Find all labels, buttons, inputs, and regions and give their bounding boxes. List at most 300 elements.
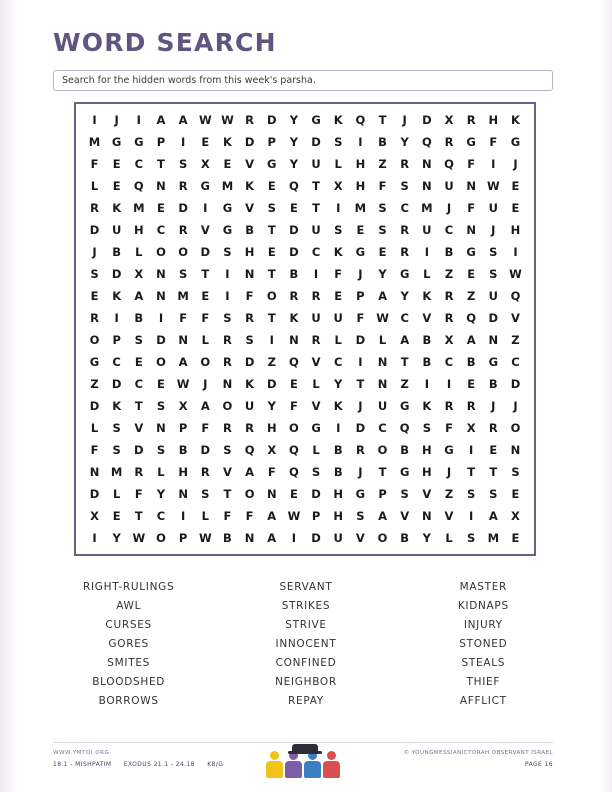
grid-cell[interactable]: E (201, 289, 210, 303)
grid-cell[interactable]: B (245, 223, 254, 237)
grid-cell[interactable]: D (422, 113, 432, 127)
grid-cell[interactable]: D (156, 333, 166, 347)
grid-cell[interactable]: U (333, 311, 343, 325)
grid-cell[interactable]: A (378, 509, 387, 523)
grid-cell[interactable]: S (511, 465, 520, 479)
grid-cell[interactable]: X (267, 443, 277, 457)
grid-cell[interactable]: Y (400, 135, 409, 149)
grid-cell[interactable]: D (289, 245, 299, 259)
grid-cell[interactable]: S (156, 443, 166, 457)
grid-cell[interactable]: L (334, 333, 342, 347)
grid-cell[interactable]: U (244, 399, 255, 413)
grid-cell[interactable]: K (511, 113, 520, 127)
grid-cell[interactable]: F (245, 289, 254, 303)
grid-cell[interactable]: C (311, 245, 321, 259)
grid-cell[interactable]: N (178, 333, 188, 347)
grid-cell[interactable]: N (466, 223, 476, 237)
grid-cell[interactable]: T (467, 465, 476, 479)
grid-cell[interactable]: B (422, 333, 432, 347)
grid-cell[interactable]: X (466, 421, 476, 435)
grid-cell[interactable]: O (156, 245, 166, 259)
grid-cell[interactable]: H (244, 245, 255, 259)
grid-cell[interactable]: E (467, 377, 476, 391)
word-list-item[interactable]: MASTER (459, 581, 508, 593)
grid-cell[interactable]: K (112, 201, 122, 215)
grid-cell[interactable]: B (289, 267, 299, 281)
grid-cell[interactable]: O (377, 443, 388, 457)
grid-cell[interactable]: E (489, 443, 498, 457)
grid-cell[interactable]: H (422, 443, 432, 457)
grid-cell[interactable]: Z (444, 487, 454, 501)
grid-cell[interactable]: C (156, 223, 166, 237)
grid-cell[interactable]: K (333, 399, 343, 413)
grid-cell[interactable]: I (491, 157, 496, 171)
grid-cell[interactable]: D (111, 377, 122, 391)
grid-cell[interactable]: L (135, 245, 143, 259)
grid-cell[interactable]: S (489, 267, 498, 281)
grid-cell[interactable]: O (266, 289, 277, 303)
grid-cell[interactable]: E (289, 487, 298, 501)
grid-cell[interactable]: L (445, 531, 453, 545)
grid-cell[interactable]: R (289, 289, 299, 303)
grid-cell[interactable]: B (466, 355, 476, 369)
grid-cell[interactable]: D (89, 487, 100, 501)
grid-cell[interactable]: N (244, 267, 255, 281)
grid-cell[interactable]: O (200, 355, 211, 369)
grid-cell[interactable]: T (267, 311, 276, 325)
grid-cell[interactable]: V (134, 421, 144, 435)
grid-cell[interactable]: F (489, 135, 498, 149)
grid-cell[interactable]: P (378, 487, 387, 501)
grid-cell[interactable]: R (444, 311, 454, 325)
grid-cell[interactable]: Y (267, 399, 276, 413)
grid-cell[interactable]: G (89, 355, 100, 369)
grid-cell[interactable]: Y (289, 157, 299, 171)
grid-cell[interactable]: F (134, 487, 143, 501)
grid-cell[interactable]: Q (466, 311, 477, 325)
grid-cell[interactable]: D (244, 135, 255, 149)
grid-cell[interactable]: S (178, 157, 188, 171)
grid-cell[interactable]: F (334, 267, 343, 281)
grid-cell[interactable]: W (198, 531, 212, 545)
grid-cell[interactable]: E (157, 377, 165, 391)
grid-cell[interactable]: C (511, 355, 520, 369)
grid-cell[interactable]: Z (444, 267, 454, 281)
grid-cell[interactable]: S (223, 245, 232, 259)
grid-cell[interactable]: H (422, 465, 432, 479)
grid-cell[interactable]: X (333, 179, 343, 193)
grid-cell[interactable]: E (157, 201, 165, 215)
grid-cell[interactable]: S (90, 267, 99, 281)
grid-cell[interactable]: G (488, 355, 499, 369)
grid-cell[interactable]: O (289, 421, 299, 435)
grid-cell[interactable]: A (267, 509, 277, 523)
grid-cell[interactable]: L (112, 487, 121, 501)
grid-cell[interactable]: J (203, 377, 208, 391)
grid-cell[interactable]: M (487, 531, 500, 545)
word-list-item[interactable]: CURSES (105, 619, 152, 631)
grid-cell[interactable]: X (444, 113, 454, 127)
grid-cell[interactable]: G (399, 399, 410, 413)
grid-cell[interactable]: E (511, 531, 520, 545)
grid-cell[interactable]: N (466, 179, 476, 193)
word-list-item[interactable]: SMITES (107, 657, 151, 669)
grid-cell[interactable]: T (134, 399, 143, 413)
grid-cell[interactable]: B (378, 135, 387, 149)
grid-cell[interactable]: R (245, 311, 255, 325)
grid-cell[interactable]: X (134, 267, 144, 281)
grid-cell[interactable]: M (110, 465, 123, 479)
grid-cell[interactable]: G (399, 267, 410, 281)
grid-cell[interactable]: K (289, 311, 299, 325)
word-list-item[interactable]: STRIKES (281, 600, 331, 612)
grid-cell[interactable]: S (489, 487, 498, 501)
grid-cell[interactable]: R (355, 443, 365, 457)
word-list-item[interactable]: BORROWS (98, 695, 159, 707)
grid-cell[interactable]: O (156, 355, 166, 369)
grid-cell[interactable]: A (156, 113, 166, 127)
grid-cell[interactable]: O (222, 399, 233, 413)
grid-cell[interactable]: X (200, 157, 210, 171)
grid-cell[interactable]: B (223, 531, 232, 545)
grid-cell[interactable]: N (422, 179, 432, 193)
grid-cell[interactable]: I (180, 135, 186, 149)
grid-cell[interactable]: S (178, 267, 188, 281)
grid-cell[interactable]: E (467, 267, 476, 281)
grid-cell[interactable]: O (244, 487, 255, 501)
grid-cell[interactable]: R (90, 311, 99, 325)
grid-cell[interactable]: H (134, 223, 144, 237)
grid-cell[interactable]: M (354, 201, 367, 215)
grid-cell[interactable]: Q (355, 113, 366, 127)
grid-cell[interactable]: E (334, 289, 343, 303)
grid-cell[interactable]: J (491, 399, 496, 413)
grid-cell[interactable]: R (245, 113, 255, 127)
grid-cell[interactable]: W (221, 113, 234, 127)
grid-cell[interactable]: T (400, 355, 409, 369)
grid-cell[interactable]: F (289, 399, 298, 413)
grid-cell[interactable]: L (90, 179, 99, 193)
grid-cell[interactable]: G (111, 135, 122, 149)
grid-cell[interactable]: N (266, 487, 277, 501)
grid-cell[interactable]: J (92, 245, 97, 259)
grid-cell[interactable]: K (245, 179, 255, 193)
grid-cell[interactable]: J (358, 267, 363, 281)
grid-cell[interactable]: D (134, 443, 144, 457)
word-list-item[interactable]: CONFINED (275, 657, 337, 669)
grid-cell[interactable]: S (356, 509, 365, 523)
grid-cell[interactable]: L (90, 421, 99, 435)
grid-cell[interactable]: H (355, 179, 366, 193)
grid-cell[interactable]: M (88, 135, 101, 149)
grid-cell[interactable]: T (134, 509, 143, 523)
grid-cell[interactable]: L (334, 157, 342, 171)
grid-cell[interactable]: D (178, 201, 188, 215)
grid-cell[interactable]: C (444, 355, 454, 369)
grid-cell[interactable]: H (333, 487, 344, 501)
grid-cell[interactable]: J (446, 201, 452, 215)
grid-cell[interactable]: I (92, 113, 97, 127)
grid-cell[interactable]: P (356, 289, 365, 303)
grid-cell[interactable]: R (400, 223, 410, 237)
grid-cell[interactable]: S (489, 245, 498, 259)
grid-cell[interactable]: E (201, 135, 210, 149)
grid-cell[interactable]: U (444, 179, 454, 193)
grid-cell[interactable]: I (424, 377, 429, 391)
grid-cell[interactable]: U (111, 223, 122, 237)
grid-cell[interactable]: B (134, 311, 144, 325)
grid-cell[interactable]: N (156, 421, 166, 435)
grid-cell[interactable]: F (467, 201, 476, 215)
grid-cell[interactable]: B (333, 465, 343, 479)
grid-cell[interactable]: V (200, 223, 210, 237)
grid-cell[interactable]: V (311, 355, 321, 369)
grid-cell[interactable]: F (90, 443, 99, 457)
grid-cell[interactable]: I (291, 531, 297, 545)
grid-cell[interactable]: B (400, 531, 410, 545)
grid-cell[interactable]: U (311, 223, 321, 237)
grid-cell[interactable]: R (223, 355, 232, 369)
grid-cell[interactable]: U (488, 201, 498, 215)
grid-cell[interactable]: E (112, 157, 121, 171)
grid-cell[interactable]: W (176, 377, 190, 391)
grid-cell[interactable]: W (132, 531, 146, 545)
grid-cell[interactable]: K (112, 289, 122, 303)
grid-cell[interactable]: I (336, 201, 341, 215)
grid-cell[interactable]: D (266, 377, 277, 391)
grid-cell[interactable]: V (511, 311, 520, 325)
word-list-item[interactable]: KIDNAPS (457, 600, 509, 612)
grid-cell[interactable]: Z (378, 157, 387, 171)
word-list-item[interactable]: AWL (116, 600, 142, 612)
grid-cell[interactable]: G (134, 135, 144, 149)
word-list-item[interactable]: THIEF (466, 676, 501, 688)
grid-cell[interactable]: N (377, 355, 388, 369)
grid-cell[interactable]: S (467, 487, 476, 501)
grid-cell[interactable]: Y (289, 135, 299, 149)
grid-cell[interactable]: M (177, 289, 189, 303)
grid-cell[interactable]: E (289, 201, 298, 215)
grid-cell[interactable]: V (422, 311, 432, 325)
grid-cell[interactable]: I (469, 443, 474, 457)
grid-cell[interactable]: I (225, 267, 230, 281)
grid-cell[interactable]: H (510, 223, 521, 237)
grid-cell[interactable]: R (466, 113, 476, 127)
grid-cell[interactable]: I (225, 289, 230, 303)
grid-cell[interactable]: R (311, 289, 321, 303)
grid-cell[interactable]: U (488, 289, 498, 303)
grid-cell[interactable]: E (289, 377, 298, 391)
word-search-grid[interactable] (74, 102, 536, 556)
grid-cell[interactable]: Y (289, 113, 299, 127)
grid-cell[interactable]: T (267, 223, 276, 237)
grid-cell[interactable]: S (400, 179, 409, 193)
grid-cell[interactable]: L (201, 333, 209, 347)
grid-cell[interactable]: H (178, 465, 188, 479)
grid-cell[interactable]: G (311, 421, 321, 435)
grid-cell[interactable]: V (444, 509, 454, 523)
grid-cell[interactable]: V (222, 465, 232, 479)
grid-cell[interactable]: Q (289, 179, 299, 193)
grid-cell[interactable]: D (89, 223, 100, 237)
grid-cell[interactable]: Q (244, 443, 255, 457)
grid-cell[interactable]: A (200, 399, 210, 413)
grid-cell[interactable]: M (133, 201, 145, 215)
grid-cell[interactable]: R (444, 289, 454, 303)
grid-cell[interactable]: S (223, 311, 232, 325)
grid-cell[interactable]: I (513, 245, 518, 259)
grid-cell[interactable]: B (400, 443, 410, 457)
grid-cell[interactable]: Z (466, 289, 476, 303)
grid-cell[interactable]: H (488, 113, 499, 127)
word-list-item[interactable]: INJURY (463, 619, 503, 631)
grid-cell[interactable]: N (422, 509, 432, 523)
grid-cell[interactable]: S (400, 487, 409, 501)
grid-cell[interactable]: P (311, 509, 321, 523)
grid-cell[interactable]: J (513, 157, 518, 171)
grid-cell[interactable]: A (488, 509, 498, 523)
grid-cell[interactable]: S (223, 443, 232, 457)
grid-cell[interactable]: X (90, 509, 99, 523)
grid-cell[interactable]: O (156, 531, 166, 545)
grid-cell[interactable]: K (422, 399, 432, 413)
grid-cell[interactable]: C (333, 355, 343, 369)
grid-cell[interactable]: Q (289, 465, 299, 479)
grid-cell[interactable]: X (444, 333, 454, 347)
grid-cell[interactable]: C (444, 223, 454, 237)
grid-cell[interactable]: S (311, 465, 321, 479)
grid-cell[interactable]: X (178, 399, 188, 413)
grid-cell[interactable]: N (422, 157, 432, 171)
grid-cell[interactable]: I (313, 267, 319, 281)
word-list-item[interactable]: SERVANT (279, 581, 333, 593)
grid-cell[interactable]: O (178, 245, 189, 259)
grid-cell[interactable]: R (488, 421, 498, 435)
grid-cell[interactable]: A (178, 355, 188, 369)
grid-cell[interactable]: G (510, 135, 521, 149)
grid-cell[interactable]: U (422, 223, 432, 237)
grid-cell[interactable]: Q (399, 421, 410, 435)
grid-cell[interactable]: S (112, 443, 121, 457)
grid-cell[interactable]: J (358, 399, 363, 413)
grid-cell[interactable]: J (446, 465, 452, 479)
grid-cell[interactable]: T (312, 201, 320, 215)
grid-cell[interactable]: N (244, 531, 255, 545)
grid-cell[interactable]: U (333, 531, 343, 545)
grid-cell[interactable]: D (266, 113, 277, 127)
grid-cell[interactable]: I (446, 377, 452, 391)
grid-cell[interactable]: D (289, 223, 299, 237)
grid-cell[interactable]: B (178, 443, 188, 457)
grid-cell[interactable]: F (467, 157, 476, 171)
grid-cell[interactable]: Z (400, 377, 409, 391)
grid-cell[interactable]: E (511, 487, 520, 501)
grid-cell[interactable]: N (89, 465, 100, 479)
grid-cell[interactable]: S (112, 421, 121, 435)
grid-cell[interactable]: E (356, 223, 365, 237)
grid-cell[interactable]: H (333, 509, 344, 523)
grid-cell[interactable]: Y (400, 289, 409, 303)
word-list-item[interactable]: BLOODSHED (92, 676, 166, 688)
grid-cell[interactable]: N (289, 333, 299, 347)
grid-cell[interactable]: R (400, 245, 410, 259)
grid-cell[interactable]: T (223, 487, 232, 501)
grid-cell[interactable]: D (488, 311, 499, 325)
grid-cell[interactable]: Q (289, 443, 299, 457)
grid-cell[interactable]: W (198, 113, 212, 127)
grid-cell[interactable]: I (358, 135, 363, 149)
grid-cell[interactable]: N (156, 179, 166, 193)
footer-website[interactable]: WWW.YMTOI.ORG (53, 750, 110, 756)
grid-cell[interactable]: V (355, 531, 365, 545)
grid-cell[interactable]: P (267, 135, 276, 149)
grid-cell[interactable]: Y (422, 531, 431, 545)
grid-cell[interactable]: R (444, 399, 454, 413)
grid-cell[interactable]: T (378, 465, 387, 479)
grid-cell[interactable]: Q (510, 289, 521, 303)
grid-cell[interactable]: F (378, 179, 387, 193)
grid-cell[interactable]: B (333, 443, 343, 457)
grid-cell[interactable]: D (311, 531, 321, 545)
grid-cell[interactable]: E (378, 245, 387, 259)
grid-cell[interactable]: R (466, 399, 476, 413)
grid-cell[interactable]: C (134, 157, 144, 171)
grid-cell[interactable]: G (200, 179, 210, 193)
grid-cell[interactable]: H (266, 421, 277, 435)
grid-cell[interactable]: A (134, 289, 144, 303)
grid-cell[interactable]: W (287, 509, 301, 523)
grid-cell[interactable]: A (245, 465, 255, 479)
grid-cell[interactable]: S (267, 201, 276, 215)
grid-cell[interactable]: Q (444, 157, 454, 171)
word-list-item[interactable]: STRIVE (285, 619, 327, 631)
grid-cell[interactable]: C (134, 377, 144, 391)
grid-cell[interactable]: G (355, 487, 366, 501)
grid-cell[interactable]: T (489, 465, 498, 479)
grid-cell[interactable]: D (111, 267, 122, 281)
grid-cell[interactable]: C (378, 421, 387, 435)
grid-cell[interactable]: R (311, 333, 321, 347)
grid-cell[interactable]: N (156, 267, 166, 281)
grid-cell[interactable]: D (355, 421, 366, 435)
grid-cell[interactable]: B (488, 377, 498, 391)
grid-cell[interactable]: R (245, 421, 255, 435)
grid-cell[interactable]: F (356, 311, 365, 325)
grid-cell[interactable]: R (178, 179, 188, 193)
word-list-item[interactable]: RIGHT-RULINGS (82, 581, 175, 593)
grid-cell[interactable]: E (112, 179, 121, 193)
grid-cell[interactable]: L (378, 333, 387, 347)
grid-cell[interactable]: I (358, 355, 363, 369)
grid-cell[interactable]: L (157, 465, 165, 479)
grid-cell[interactable]: I (180, 509, 186, 523)
grid-cell[interactable]: R (200, 465, 210, 479)
grid-cell[interactable]: I (269, 333, 274, 347)
grid-cell[interactable]: N (178, 487, 188, 501)
grid-cell[interactable]: A (378, 289, 387, 303)
grid-cell[interactable]: U (311, 157, 321, 171)
grid-cell[interactable]: I (158, 311, 164, 325)
grid-cell[interactable]: L (312, 443, 320, 457)
word-list-item[interactable]: AFFLICT (459, 695, 507, 707)
grid-cell[interactable]: F (201, 311, 210, 325)
grid-cell[interactable]: O (510, 421, 521, 435)
grid-cell[interactable]: V (422, 487, 432, 501)
grid-cell[interactable]: G (355, 245, 366, 259)
grid-cell[interactable]: E (267, 179, 276, 193)
grid-cell[interactable]: Z (90, 377, 99, 391)
grid-cell[interactable]: G (466, 135, 476, 149)
